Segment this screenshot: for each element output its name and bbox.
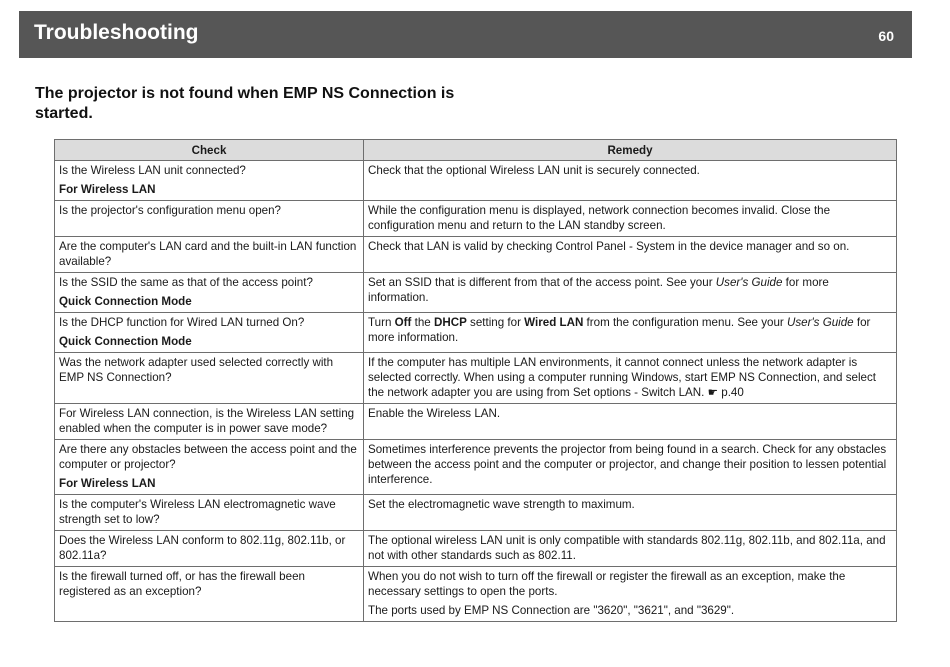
remedy-text: Check that LAN is valid by checking Control Panel - System in the device manager and so on. [368, 240, 850, 253]
table-row [55, 313, 897, 353]
remedy-text: Set the electromagnetic wave strength to maximum. [368, 498, 635, 511]
remedy-text: While the configuration menu is displayed, network connection becomes invalid. Close the configuration menu and return to the LAN standby screen. [368, 204, 831, 232]
remedy-cell [364, 495, 897, 531]
page-reference-label: p.40 [721, 386, 744, 399]
table-row [55, 404, 897, 440]
check-text: Is the firewall turned off, or has the firewall been registered as an exception? [59, 570, 305, 598]
check-text: Is the Wireless LAN unit connected? [59, 164, 246, 177]
table-row [55, 273, 897, 313]
column-header-check: Check [55, 140, 364, 161]
remedy-text: Turn Off the DHCP setting for Wired LAN from the configuration menu. See your User's Guide for more information. [368, 316, 871, 344]
check-text: Was the network adapter used selected correctly with EMP NS Connection? [59, 356, 334, 384]
check-condition: For Wireless LAN [59, 477, 156, 490]
remedy-cell [364, 404, 897, 440]
remedy-cell [364, 353, 897, 404]
check-cell [55, 495, 364, 531]
remedy-cell [364, 237, 897, 273]
remedy-text: The ports used by EMP NS Connection are "3620", "3621", and "3629". [368, 604, 735, 617]
table-header-row [55, 140, 897, 161]
section-heading: The projector is not found when EMP NS Connection is started. [35, 85, 455, 122]
remedy-text: The optional wireless LAN unit is only compatible with standards 802.11g, 802.11b, and 802.11a, and not with other standards such as 802.11. [368, 534, 886, 562]
remedy-cell [364, 531, 897, 567]
troubleshooting-table [54, 139, 897, 622]
check-cell [55, 273, 364, 313]
page-title: Troubleshooting [34, 21, 199, 44]
remedy-text: Set an SSID that is different from that of the access point. See your User's Guide for more information. [368, 276, 829, 304]
remedy-cell [364, 440, 897, 495]
check-condition: Quick Connection Mode [59, 335, 192, 348]
remedy-text: If the computer has multiple LAN environments, it cannot connect unless the network adapter is selected correctly. When using a computer running Windows, start EMP NS Connection, and select the network adapter you are using from Set options - Switch LAN. ☛ p.40 [368, 356, 877, 399]
pointing-hand-icon: ☛ [707, 386, 719, 399]
check-cell [55, 440, 364, 495]
remedy-cell [364, 201, 897, 237]
check-text: Is the computer's Wireless LAN electromagnetic wave strength set to low? [59, 498, 336, 526]
table-row [55, 531, 897, 567]
check-cell [55, 201, 364, 237]
guide-title: User's Guide [786, 316, 854, 329]
check-condition: Quick Connection Mode [59, 295, 192, 308]
check-cell [55, 237, 364, 273]
table-row [55, 237, 897, 273]
page-header [19, 11, 912, 58]
guide-title: User's Guide [715, 276, 783, 289]
table-row [55, 161, 897, 201]
remedy-cell [364, 567, 897, 622]
column-header-remedy: Remedy [364, 140, 897, 161]
page-number: 60 [878, 28, 894, 44]
remedy-cell [364, 313, 897, 353]
check-text: Are the computer's LAN card and the built-in LAN function available? [59, 240, 357, 268]
check-text: Is the SSID the same as that of the access point? [59, 276, 313, 289]
remedy-text: Enable the Wireless LAN. [368, 407, 501, 420]
check-cell [55, 404, 364, 440]
table-row [55, 567, 897, 622]
table-row [55, 440, 897, 495]
remedy-text: Check that the optional Wireless LAN unit is securely connected. [368, 164, 700, 177]
check-cell [55, 161, 364, 201]
check-text: Does the Wireless LAN conform to 802.11g, 802.11b, or 802.11a? [59, 534, 346, 562]
check-condition: For Wireless LAN [59, 183, 156, 196]
check-cell [55, 353, 364, 404]
remedy-cell [364, 161, 897, 201]
remedy-text: When you do not wish to turn off the firewall or register the firewall as an exception, make the necessary settings to open the ports. [368, 570, 846, 598]
remedy-cell [364, 273, 897, 313]
table-row [55, 495, 897, 531]
check-text: For Wireless LAN connection, is the Wireless LAN setting enabled when the computer is in power save mode? [59, 407, 355, 435]
check-text: Is the DHCP function for Wired LAN turned On? [59, 316, 305, 329]
check-cell [55, 313, 364, 353]
check-text: Are there any obstacles between the access point and the computer or projector? [59, 443, 357, 471]
table-row [55, 353, 897, 404]
check-text: Is the projector's configuration menu open? [59, 204, 281, 217]
check-cell [55, 567, 364, 622]
check-cell [55, 531, 364, 567]
table-row [55, 201, 897, 237]
page-reference[interactable] [708, 386, 744, 399]
remedy-text: Sometimes interference prevents the projector from being found in a search. Check for any obstacles between the access point and the computer or projector, and change their position to lessen potential interference. [368, 443, 887, 486]
